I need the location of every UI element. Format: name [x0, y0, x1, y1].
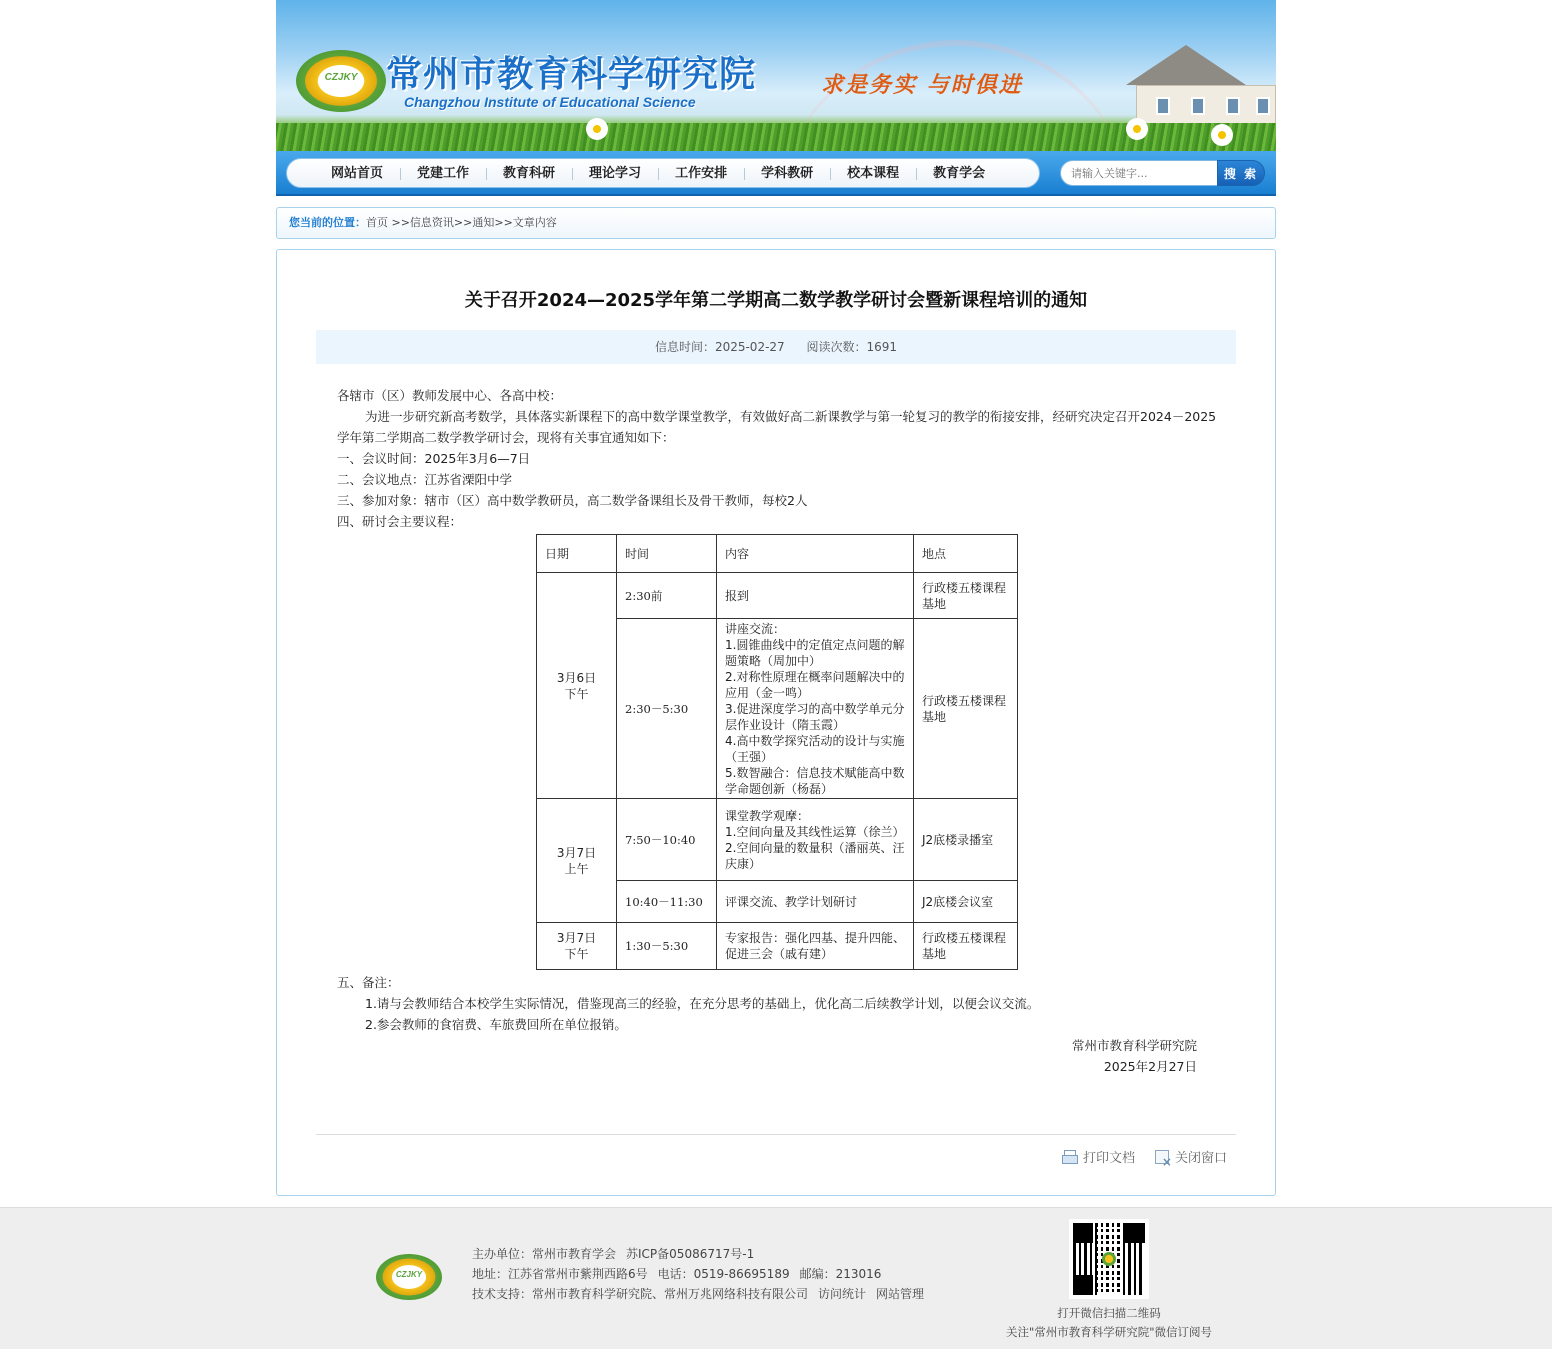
footer-line-1 — [472, 1244, 924, 1264]
day-cell: 3月7日 下午 — [537, 923, 617, 970]
footer-address: 地址：江苏省常州市紫荆西路6号 — [472, 1267, 648, 1281]
place-cell: J2底楼会议室 — [914, 881, 1018, 923]
daisy-decoration — [1126, 118, 1148, 140]
footer-postcode: 邮编：213016 — [799, 1267, 882, 1281]
site-slogan: 求是务实 与时俱进 — [821, 72, 1023, 98]
header-date: 日期 — [537, 535, 617, 573]
close-window-icon — [1155, 1150, 1169, 1164]
qr-caption — [990, 1304, 1228, 1342]
wechat-qr-code — [1069, 1219, 1149, 1299]
article-date: 信息时间：2025-02-27 — [654, 340, 785, 354]
article-meta — [316, 330, 1236, 364]
meeting-participants: 三、参加对象：辖市（区）高中数学教研员，高二数学备课组长及骨干教师，每校2人 — [337, 493, 808, 508]
footer-phone: 电话：0519-86695189 — [657, 1267, 790, 1281]
site-footer — [0, 1207, 1552, 1349]
nav-item-research[interactable]: 教育科研 — [486, 159, 572, 189]
qr-caption-line-1: 打开微信扫描二维码 — [1057, 1306, 1161, 1320]
site-title-cn: 常州市教育科学研究院 — [386, 54, 757, 95]
salutation: 各辖市（区）教师发展中心、各高中校： — [337, 388, 563, 403]
footer-tech: 技术支持：常州市教育科学研究院、常州万兆网络科技有限公司 — [472, 1287, 809, 1301]
house-window — [1191, 97, 1205, 115]
meeting-place: 二、会议地点：江苏省溧阳中学 — [337, 472, 513, 487]
daisy-decoration — [586, 118, 608, 140]
breadcrumb-label: 您当前的位置： — [289, 216, 366, 229]
qr-caption-line-2: 关注"常州市教育科学研究院"微信订阅号 — [1005, 1325, 1213, 1339]
main-nav — [276, 151, 1276, 196]
article-body — [337, 385, 1217, 1077]
house-window — [1226, 97, 1240, 115]
house-roof — [1126, 45, 1246, 85]
close-label: 关闭窗口 — [1174, 1151, 1227, 1166]
footer-line-3 — [472, 1284, 924, 1304]
header-place: 地点 — [914, 535, 1018, 573]
footer-admin-link[interactable]: 网站管理 — [876, 1287, 925, 1301]
daisy-decoration — [1211, 124, 1233, 146]
signature-date: 2025年2月27日 — [1103, 1059, 1197, 1074]
nav-item-theory[interactable]: 理论学习 — [572, 159, 658, 189]
nav-menu-container — [286, 158, 1040, 188]
day-cell: 3月6日 下午 — [537, 573, 617, 799]
nav-item-society[interactable]: 教育学会 — [916, 159, 1002, 189]
footer-logo — [376, 1254, 442, 1300]
content-cell: 专家报告：强化四基、提升四能、促进三会（戚有建） — [717, 923, 914, 970]
logo-text: CZJKY — [324, 72, 358, 83]
house-window — [1256, 97, 1270, 115]
footer-stats-link[interactable]: 访问统计 — [818, 1287, 867, 1301]
content-cell: 讲座交流： 1.圆锥曲线中的定值定点问题的解题策略（周加中） 2.对称性原理在概率问题解决中的应用（金一鸣） 3.促进深度学习的高中数学单元分层作业设计（隋玉霞） 4.高中数学探究活动的设计与实施（王强） 5.数智融合：信息技术赋能高中数学命题创新（杨磊） — [717, 619, 914, 799]
content-cell: 课堂教学观摩： 1.空间向量及其线性运算（徐兰） 2.空间向量的数量积（潘丽英、汪庆康） — [717, 799, 914, 881]
nav-item-curriculum[interactable]: 校本课程 — [830, 159, 916, 189]
search-input[interactable] — [1060, 160, 1218, 186]
time-cell: 2:30－5:30 — [617, 619, 717, 799]
table-header-row — [537, 535, 1018, 573]
signature: 常州市教育科学研究院 — [1071, 1038, 1197, 1053]
printer-icon — [1062, 1150, 1077, 1163]
place-cell: 行政楼五楼课程基地 — [914, 619, 1018, 799]
article-title: 关于召开2024—2025学年第二学期高二数学教学研讨会暨新课程培训的通知 — [464, 290, 1088, 311]
search-button[interactable]: 搜 索 — [1217, 160, 1265, 186]
header-time: 时间 — [617, 535, 717, 573]
place-cell: 行政楼五楼课程基地 — [914, 923, 1018, 970]
house-window — [1156, 97, 1170, 115]
content-cell: 评课交流、教学计划研讨 — [717, 881, 914, 923]
time-cell: 1:30－5:30 — [617, 923, 717, 970]
time-cell: 2:30前 — [617, 573, 717, 619]
place-cell: J2底楼录播室 — [914, 799, 1018, 881]
site-logo[interactable] — [296, 50, 386, 112]
meeting-time: 一、会议时间：2025年3月6—7日 — [337, 451, 531, 466]
agenda-heading: 四、研讨会主要议程： — [337, 514, 463, 529]
site-title-en: Changzhou Institute of Educational Science — [404, 94, 696, 110]
article-panel — [276, 249, 1276, 1196]
agenda-table — [536, 534, 1018, 970]
nav-menu — [315, 159, 1002, 189]
breadcrumb-path[interactable]: 首页 >>信息资讯>>通知>>文章内容 — [366, 216, 557, 229]
qr-code-image — [1073, 1223, 1145, 1295]
site-banner — [276, 0, 1276, 151]
intro-paragraph: 为进一步研究新高考数学，具体落实新课程下的高中数学课堂教学，有效做好高二新课教学与第一轮复习的教学的衔接安排，经研究决定召开2024－2025学年第二学期高二数学教学研讨会，现将有关事宜通知如下： — [337, 409, 1217, 445]
footer-host: 主办单位：常州市教育学会 — [472, 1247, 617, 1261]
nav-item-party[interactable]: 党建工作 — [400, 159, 486, 189]
place-cell: 行政楼五楼课程基地 — [914, 573, 1018, 619]
table-row — [537, 573, 1018, 619]
time-cell: 10:40－11:30 — [617, 881, 717, 923]
header-content: 内容 — [717, 535, 914, 573]
day-cell: 3月7日 上午 — [537, 799, 617, 923]
nav-item-home[interactable]: 网站首页 — [331, 166, 384, 181]
article-divider — [316, 1134, 1236, 1135]
article-views: 阅读次数：1691 — [806, 340, 898, 354]
footer-line-2 — [472, 1264, 924, 1284]
footer-info — [472, 1244, 924, 1304]
table-row — [537, 923, 1018, 970]
content-cell: 报到 — [717, 573, 914, 619]
print-label: 打印文档 — [1082, 1151, 1135, 1166]
article-actions — [1062, 1147, 1227, 1166]
note-item: 1.请与会教师结合本校学生实际情况，借鉴现高三的经验，在充分思考的基础上，优化高二后续教学计划，以便会议交流。 — [365, 996, 1040, 1011]
notes-heading: 五、备注： — [337, 975, 400, 990]
nav-item-schedule[interactable]: 工作安排 — [658, 159, 744, 189]
nav-item-subject[interactable]: 学科教研 — [744, 159, 830, 189]
note-item: 2.参会教师的食宿费、车旅费回所在单位报销。 — [365, 1017, 627, 1032]
print-button[interactable] — [1062, 1147, 1135, 1166]
breadcrumb — [276, 207, 1276, 239]
close-window-button[interactable] — [1155, 1147, 1227, 1166]
table-row — [537, 799, 1018, 881]
footer-logo-text: CZJKY — [395, 1270, 423, 1279]
footer-icp[interactable]: 苏ICP备05086717号-1 — [626, 1247, 755, 1261]
time-cell: 7:50－10:40 — [617, 799, 717, 881]
